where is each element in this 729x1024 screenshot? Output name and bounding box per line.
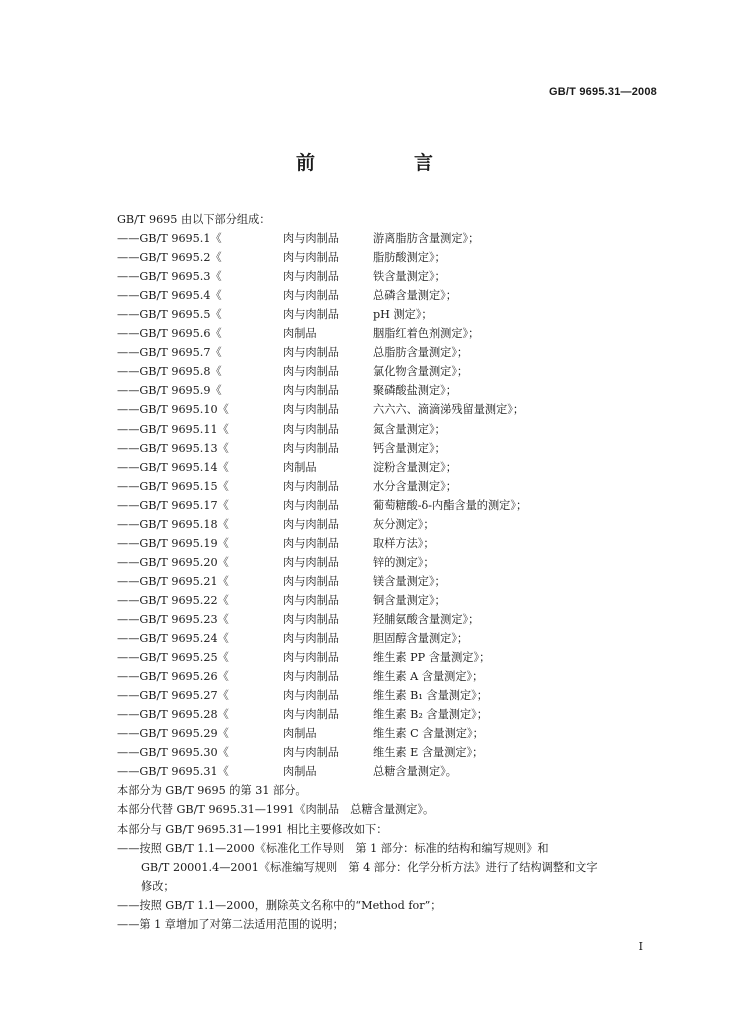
part-category: 肉与肉制品 [283,422,339,436]
part-code: ——GB/T 9695.5《 [117,308,222,322]
change-item-2: ——按照 GB/T 1.1—2000，删除英文名称中的“Method for”； [117,898,442,912]
part-code: ——GB/T 9695.23《 [117,612,229,626]
part-list-item [117,305,662,324]
part-list-item [117,496,662,515]
part-topic: 取样方法》； [373,536,435,550]
part-code: ——GB/T 9695.15《 [117,479,229,493]
part-topic: 水分含量测定》； [373,479,457,493]
part-code: ——GB/T 9695.18《 [117,517,229,531]
part-list-item [117,362,662,381]
document-body [117,210,662,934]
part-code: ——GB/T 9695.17《 [117,498,229,512]
part-category: 肉与肉制品 [283,479,339,493]
part-category: 肉与肉制品 [283,632,339,646]
part-topic: 总磷含量测定》； [373,289,457,303]
standard-code-header: GB/T 9695.31—2008 [549,86,657,98]
part-code: ——GB/T 9695.11《 [117,422,229,436]
change-item-1: ——按照 GB/T 1.1—2000《标准化工作导则 第 1 部分：标准的结构和编写规则》和 [117,841,549,855]
part-category: 肉与肉制品 [283,517,339,531]
part-code: ——GB/T 9695.28《 [117,708,229,722]
part-topic: 游离脂肪含量测定》； [373,232,480,246]
part-list-item [117,458,662,477]
part-list-item [117,762,662,781]
part-list-item [117,648,662,667]
part-list-item [117,381,662,400]
part-category: 肉与肉制品 [283,308,339,322]
part-list-item [117,686,662,705]
part-topic: 脂肪酸测定》； [373,251,446,265]
part-category: 肉与肉制品 [283,708,339,722]
part-list-item [117,400,662,419]
part-list-item [117,248,662,267]
part-code: ——GB/T 9695.24《 [117,632,229,646]
part-topic: 维生素 B₁ 含量测定》； [373,689,488,703]
part-code: ——GB/T 9695.7《 [117,346,222,360]
part-list-item [117,267,662,286]
part-category: 肉制品 [283,327,317,341]
part-topic: 胆固醇含量测定》； [373,632,469,646]
change-item-1-cont2: 修改； [141,879,175,893]
part-code: ——GB/T 9695.30《 [117,746,229,760]
part-list-item [117,515,662,534]
part-list-item [117,724,662,743]
part-topic: 锌的测定》； [373,555,435,569]
part-topic: 胭脂红着色剂测定》； [373,327,480,341]
part-topic: 氮含量测定》； [373,422,446,436]
part-code: ——GB/T 9695.8《 [117,365,222,379]
part-list-item [117,610,662,629]
part-topic: 氯化物含量测定》； [373,365,469,379]
part-category: 肉与肉制品 [283,746,339,760]
part-list-item [117,591,662,610]
replaces-statement: 本部分代替 GB/T 9695.31—1991《肉制品 总糖含量测定》。 [117,803,435,817]
intro-line: GB/T 9695 由以下部分组成： [117,213,271,226]
part-category: 肉与肉制品 [283,612,339,626]
part-category: 肉与肉制品 [283,574,339,588]
part-list-item [117,420,662,439]
part-topic: 六六六、滴滴涕残留量测定》； [373,403,525,417]
part-list-item [117,343,662,362]
part-list-item [117,534,662,553]
change-item-1-cont: GB/T 20001.4—2001《标准编写规则 第 4 部分：化学分析方法》进行了结构调整和文字 [141,860,598,874]
part-topic: 葡萄糖酸-δ-内酯含量的测定》； [373,498,528,512]
part-category: 肉与肉制品 [283,270,339,284]
part-category: 肉与肉制品 [283,346,339,360]
part-of-statement: 本部分为 GB/T 9695 的第 31 部分。 [117,784,307,798]
part-category: 肉与肉制品 [283,536,339,550]
part-list-item [117,286,662,305]
part-code: ——GB/T 9695.29《 [117,727,229,741]
part-topic: 铁含量测定》； [373,270,446,284]
part-code: ——GB/T 9695.27《 [117,689,229,703]
part-category: 肉与肉制品 [283,593,339,607]
part-topic: 钙含量测定》； [373,441,446,455]
part-code: ——GB/T 9695.10《 [117,403,229,417]
part-list-item [117,324,662,343]
part-category: 肉与肉制品 [283,498,339,512]
part-category: 肉制品 [283,460,317,474]
part-topic: 羟脯氨酸含量测定》； [373,612,480,626]
part-list-item [117,667,662,686]
part-topic: 维生素 C 含量测定》； [373,727,484,741]
part-category: 肉与肉制品 [283,441,339,455]
part-topic: 镁含量测定》； [373,574,446,588]
part-category: 肉与肉制品 [283,689,339,703]
part-category: 肉与肉制品 [283,251,339,265]
part-topic: 铜含量测定》； [373,593,446,607]
page-title: 前 言 [295,152,473,174]
part-list-item [117,229,662,248]
parts-list [117,229,662,781]
part-category: 肉与肉制品 [283,651,339,665]
part-code: ——GB/T 9695.21《 [117,574,229,588]
part-category: 肉与肉制品 [283,289,339,303]
part-code: ——GB/T 9695.20《 [117,555,229,569]
part-list-item [117,705,662,724]
part-category: 肉与肉制品 [283,403,339,417]
part-topic: 总糖含量测定》。 [373,765,457,779]
part-category: 肉与肉制品 [283,670,339,684]
part-code: ——GB/T 9695.13《 [117,441,229,455]
part-code: ——GB/T 9695.1《 [117,232,222,246]
part-code: ——GB/T 9695.14《 [117,460,229,474]
part-code: ——GB/T 9695.2《 [117,251,222,265]
part-code: ——GB/T 9695.3《 [117,270,222,284]
part-topic: 总脂肪含量测定》； [373,346,469,360]
part-list-item [117,629,662,648]
part-code: ——GB/T 9695.6《 [117,327,222,341]
part-list-item [117,553,662,572]
part-category: 肉与肉制品 [283,365,339,379]
part-code: ——GB/T 9695.25《 [117,651,229,665]
part-category: 肉制品 [283,765,317,779]
part-topic: 维生素 B₂ 含量测定》； [373,708,488,722]
page-number: I [638,940,643,953]
part-code: ——GB/T 9695.31《 [117,765,229,779]
part-category: 肉与肉制品 [283,232,339,246]
part-category: 肉与肉制品 [283,555,339,569]
part-list-item [117,743,662,762]
part-topic: pH 测定》； [373,308,433,322]
part-topic: 淀粉含量测定》； [373,460,457,474]
part-list-item [117,439,662,458]
part-topic: 维生素 PP 含量测定》； [373,651,491,665]
part-topic: 聚磷酸盐测定》； [373,384,457,398]
change-item-3: ——第 1 章增加了对第二法适用范围的说明； [117,917,344,931]
part-list-item [117,477,662,496]
part-code: ——GB/T 9695.9《 [117,384,222,398]
part-list-item [117,572,662,591]
part-topic: 维生素 E 含量测定》； [373,746,484,760]
part-code: ——GB/T 9695.4《 [117,289,222,303]
part-category: 肉与肉制品 [283,384,339,398]
part-category: 肉制品 [283,727,317,741]
changes-intro: 本部分与 GB/T 9695.31—1991 相比主要修改如下： [117,822,388,836]
part-code: ——GB/T 9695.19《 [117,536,229,550]
part-code: ——GB/T 9695.22《 [117,593,229,607]
part-code: ——GB/T 9695.26《 [117,670,229,684]
part-topic: 灰分测定》； [373,517,435,531]
part-topic: 维生素 A 含量测定》； [373,670,484,684]
